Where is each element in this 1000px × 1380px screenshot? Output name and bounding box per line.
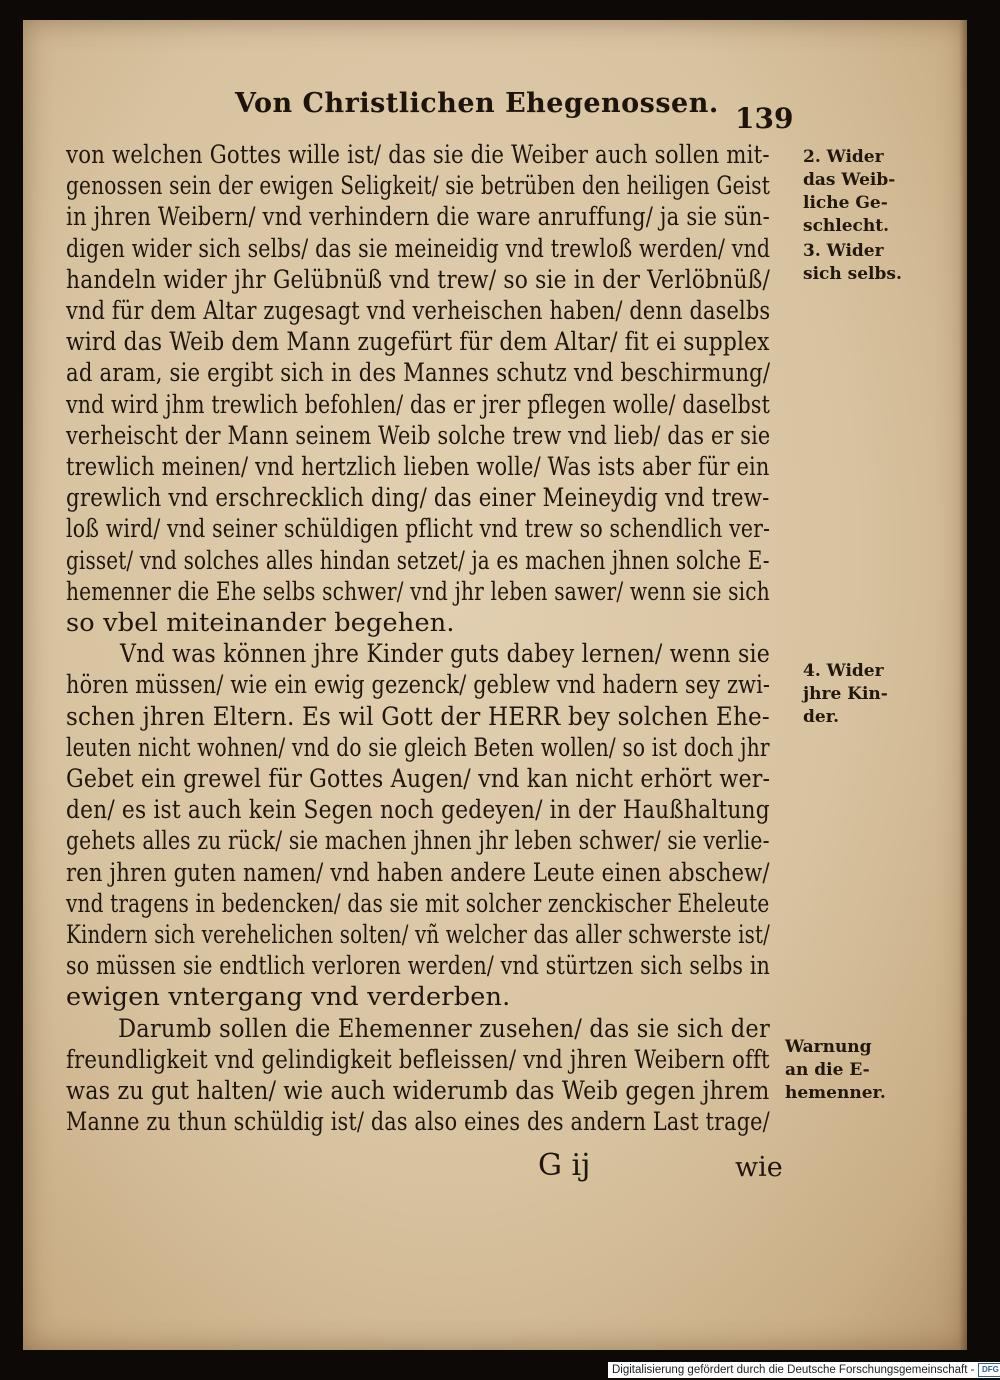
marginal-note-line: Warnung — [785, 1037, 872, 1057]
text-line: verheischt der Mann seinem Weib solche trew vnd lieb/ das er sie — [66, 420, 771, 451]
marginal-note-line: hemenner. — [785, 1083, 886, 1103]
marginal-note-line: 3. Wider — [803, 241, 884, 261]
marginal-note-line: 2. Wider — [803, 147, 884, 167]
text-line: Kindern sich verehelichen solten/ vñ welcher das aller schwerste ist/ — [66, 920, 770, 950]
dfg-logo-icon: DFG — [978, 1363, 1000, 1377]
catchword: wie — [735, 1152, 783, 1183]
text-line: vnd wird jhm trewlich befohlen/ das er jrer pflegen wolle/ daselbst — [66, 389, 770, 420]
running-header-title: Von Christlichen Ehegenossen. — [235, 88, 719, 119]
marginal-note-2 — [803, 240, 902, 286]
text-line: handeln wider jhr Gelübnüß vnd trew/ so sie in der Verlöbnüß/ — [66, 264, 770, 295]
marginal-note-1 — [803, 146, 895, 238]
text-line: was zu gut halten/ wie auch widerumb das Weib gegen jhrem — [66, 1076, 770, 1106]
signature-mark: G ij — [538, 1148, 591, 1183]
text-line: hemenner die Ehe selbs schwer/ vnd jhr leben sawer/ wenn sie sich — [66, 576, 770, 607]
text-line: so vbel miteinander begehen. — [66, 608, 455, 638]
text-line: hören müssen/ wie ein ewig gezenck/ geblew vnd hadern sey zwi- — [66, 670, 771, 701]
text-line: den/ es ist auch kein Segen noch gedeyen/ in der Haußhaltung — [66, 795, 770, 826]
text-line: Gebet ein grewel für Gottes Augen/ vnd kan nicht erhört wer- — [66, 764, 771, 794]
page-number: 139 — [735, 102, 794, 135]
text-line: digen wider sich selbs/ das sie meineidig vnd trewloß werden/ vnd — [66, 233, 771, 264]
marginal-note-line: sich selbs. — [803, 264, 902, 284]
text-line: Manne zu thun schüldig ist/ das also eines des andern Last trage/ — [66, 1107, 770, 1138]
marginal-note-line: das Weib- — [803, 170, 896, 190]
text-line: genossen sein der ewigen Seligkeit/ sie betrüben den heiligen Geist — [66, 171, 771, 202]
text-line: vnd tragens in bedencken/ das sie mit solcher zenckischer Eheleute — [66, 888, 770, 919]
marginal-note-line: jhre Kin- — [803, 684, 888, 704]
text-line: loß wird/ vnd seiner schüldigen pflicht vnd trew so schendlich ver- — [66, 514, 771, 545]
marginal-note-line: der. — [803, 707, 840, 727]
text-line: Darumb sollen die Ehemenner zusehen/ das sie sich der — [118, 1013, 770, 1044]
text-line: schen jhren Eltern. Es wil Gott der HERR bey solchen Ehe- — [66, 701, 770, 732]
text-line: vnd für dem Altar zugesagt vnd verheischen haben/ denn daselbs — [66, 296, 771, 326]
text-line: gehets alles zu rück/ sie machen jhnen jhr leben schwer/ sie verlie- — [66, 826, 770, 857]
text-line: leuten nicht wohnen/ vnd do sie gleich Beten wollen/ so ist doch jhr — [66, 732, 770, 763]
marginal-note-4 — [785, 1036, 886, 1105]
marginal-note-line: schlecht. — [803, 216, 890, 236]
text-line: ewigen vntergang vnd verderben. — [66, 982, 511, 1013]
text-line: grewlich vnd erschrecklich ding/ das einer Meineydig vnd trew- — [66, 483, 770, 514]
footer-credit: Digitalisierung gefördert durch die Deutsche Forschungsgemeinschaft - — [612, 1364, 975, 1376]
text-line: trewlich meinen/ vnd hertzlich lieben wolle/ Was ists aber für ein — [66, 452, 770, 482]
text-line: wird das Weib dem Mann zugefürt für dem Altar/ fit ei supplex — [66, 327, 770, 358]
text-line: Vnd was können jhre Kinder guts dabey lernen/ wenn sie — [120, 639, 770, 670]
text-line: ad aram, sie ergibt sich in des Mannes schutz vnd beschirmung/ — [66, 358, 771, 389]
text-line: freundligkeit vnd gelindigkeit befleissen/ vnd jhren Weibern offt — [66, 1044, 770, 1075]
text-line: gisset/ vnd solches alles hindan setzet/ ja es machen jhnen solche E- — [66, 545, 770, 576]
text-line: so müssen sie endtlich verloren werden/ vnd stürtzen sich selbs in — [66, 951, 770, 982]
text-line: von welchen Gottes wille ist/ das sie die Weiber auch sollen mit- — [66, 140, 770, 170]
marginal-note-line: liche Ge- — [803, 193, 888, 213]
marginal-note-line: an die E- — [785, 1060, 870, 1080]
digitization-footer — [608, 1362, 1000, 1378]
marginal-note-line: 4. Wider — [803, 661, 884, 681]
marginal-note-3 — [803, 660, 888, 729]
text-line: ren jhren guten namen/ vnd haben andere Leute einen abschew/ — [66, 857, 770, 888]
text-line: in jhren Weibern/ vnd verhindern die ware anruffung/ ja sie sün- — [66, 202, 770, 233]
